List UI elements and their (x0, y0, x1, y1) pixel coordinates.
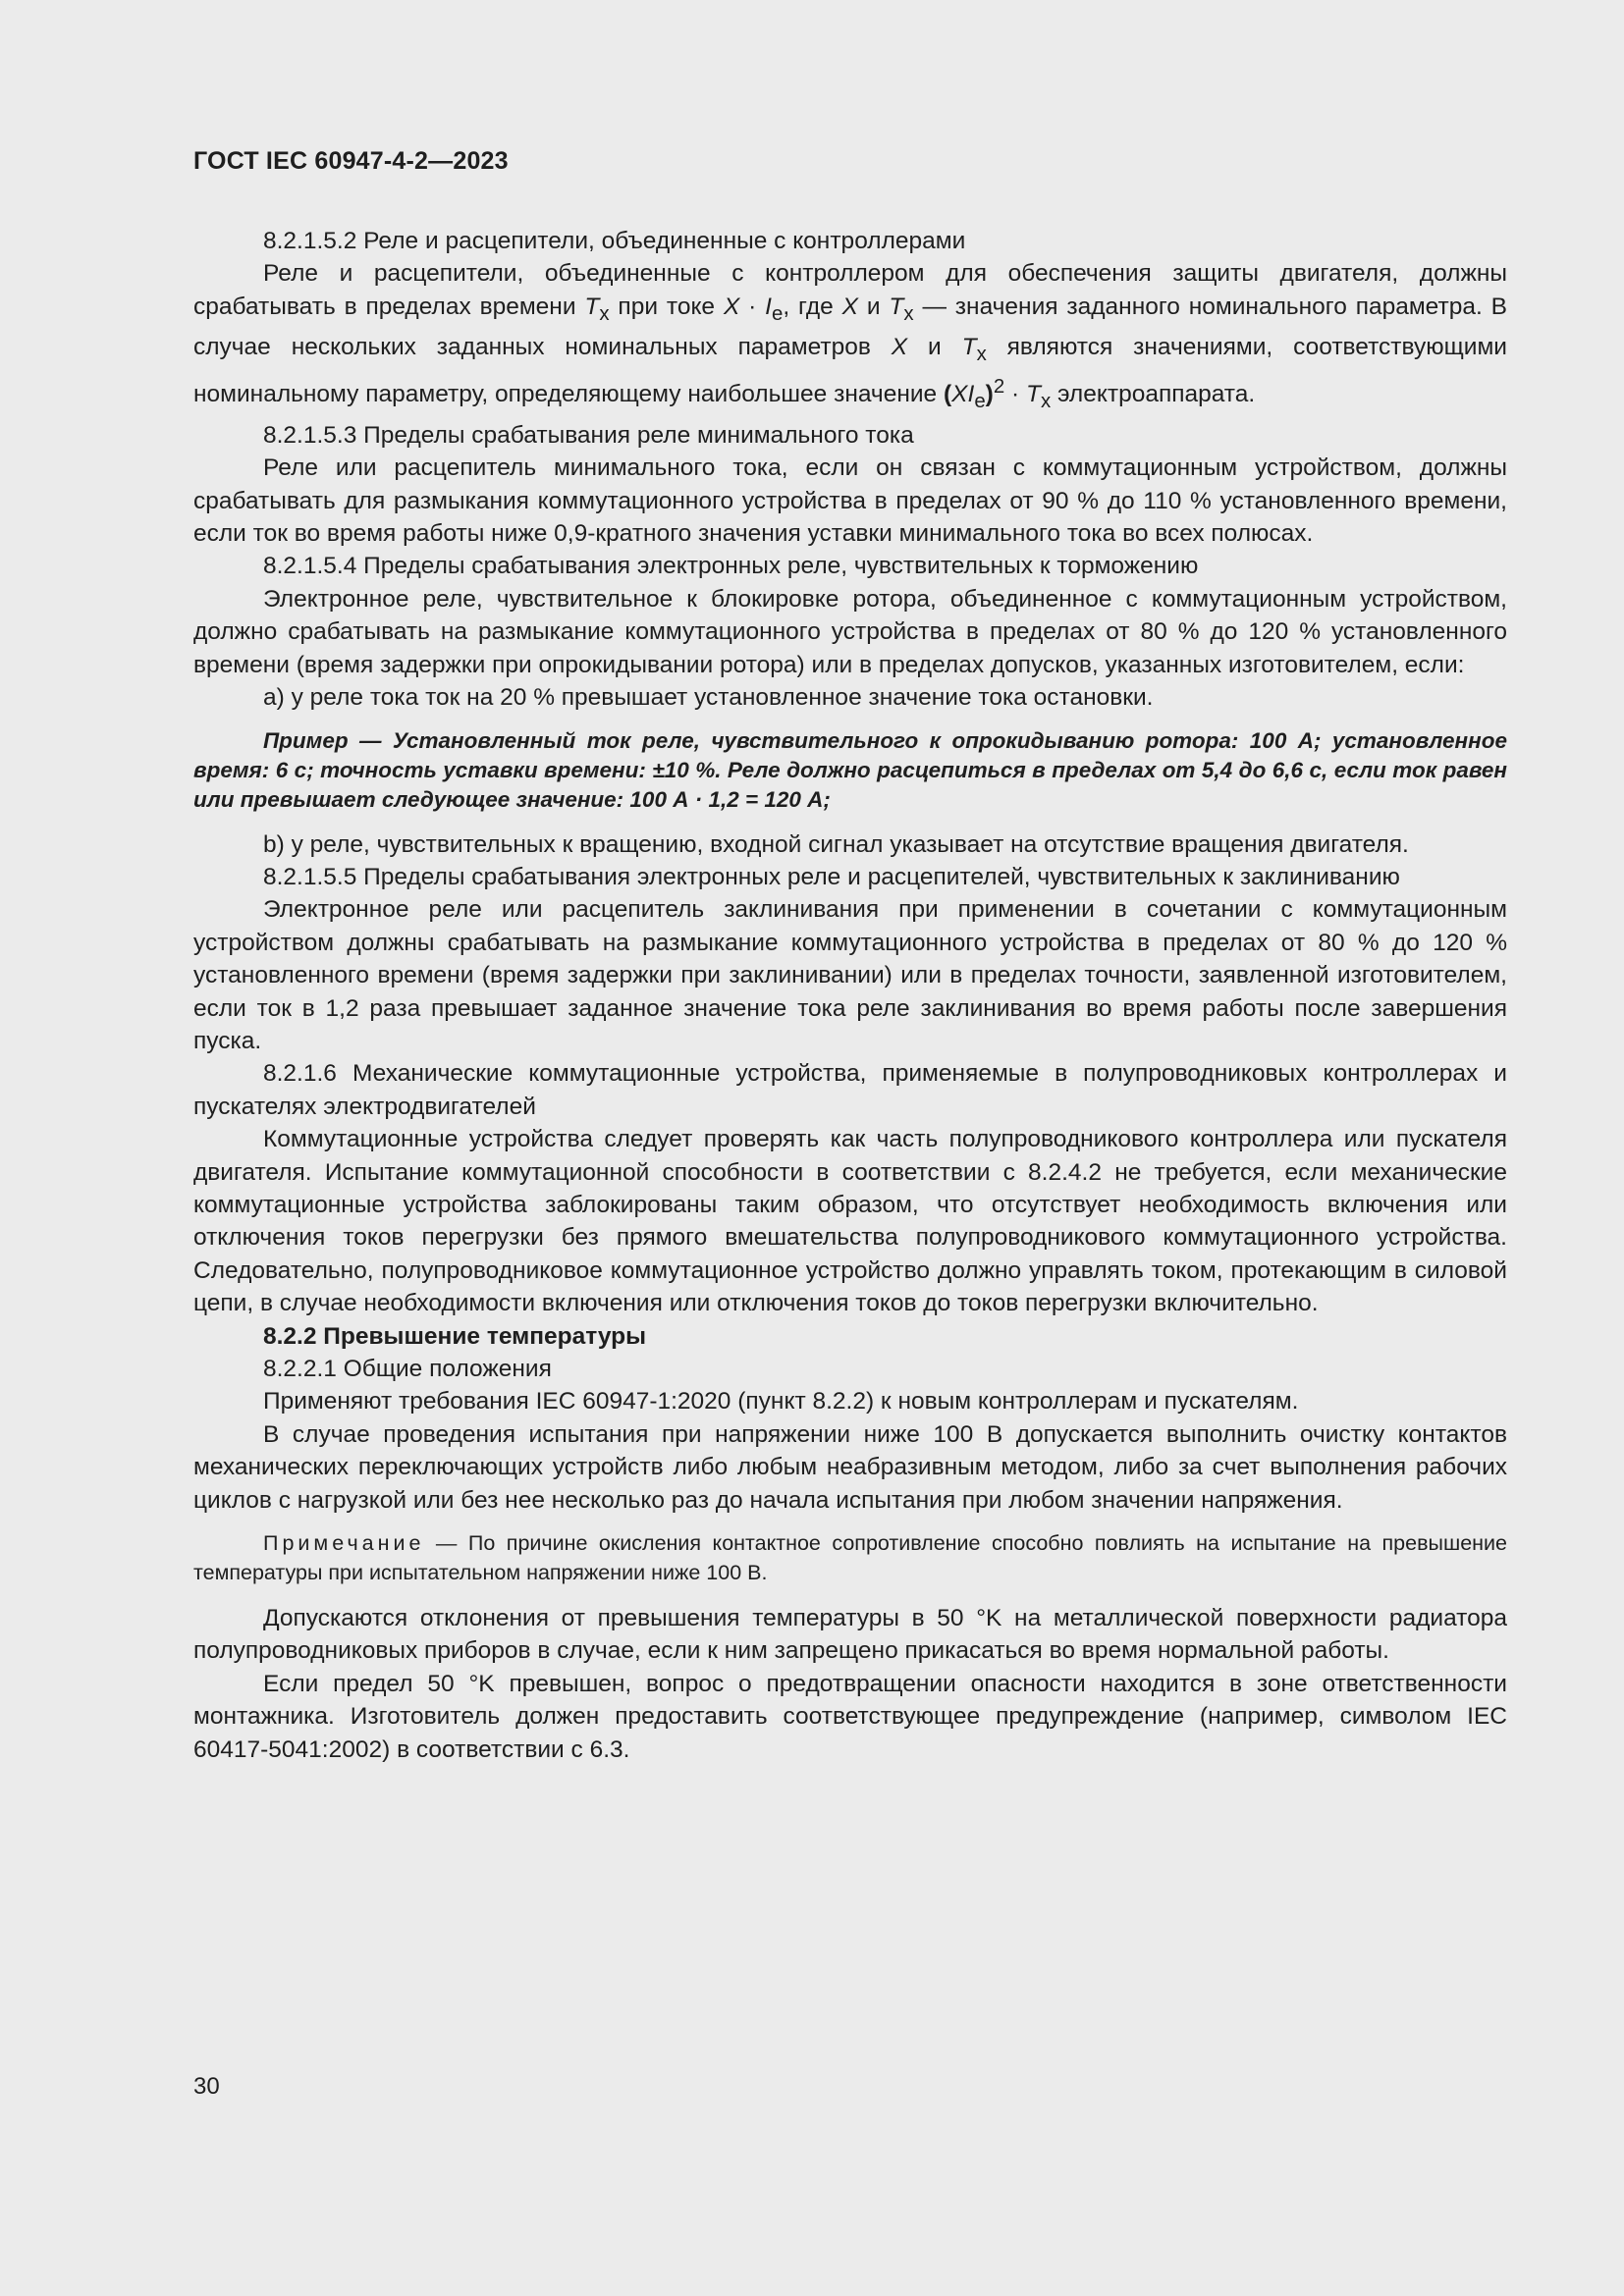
paragraph-stall-relays: Электронное реле, чувствительное к блокировке ротора, объединенное с коммутационным устройством, должно срабатывать на размыкание коммутационного устройства в пределах от 80 % до 120 % установленного времени (время задержки при опрокидывании ротора) или в пределах допусков, указанных изготовителем, если: (193, 585, 1507, 678)
paragraph-switching-devices: Коммутационные устройства следует проверять как часть полупроводникового контроллера или пускателя двигателя. Испытание коммутационной способности в соответствии с 8.2.4.2 не требуется, если механические коммутационные устройства заблокированы таким образом, что отсутствует необходимость включения или отключения токов перегрузки без прямого вмешательства полупроводникового коммутационного устройства. Следовательно, полупроводниковое коммутационное устройство должно управлять током, протекающим в силовой цепи, в случае необходимости включения или отключения токов до токов перегрузки включительно. (193, 1126, 1507, 1317)
section-heading-8-2-2: 8.2.2 Превышение температуры (263, 1322, 647, 1350)
paragraph-low-voltage-test: В случае проведения испытания при напряжении ниже 100 В допускается выполнить очистку контактов механических переключающих устройств либо любым неабразивным методом, либо за счет выполнения рабочих циклов с нагрузкой или без нее несколько раз до начала испытания при любом значении напряжения. (193, 1420, 1507, 1514)
document-header: ГОСТ IEC 60947-4-2—2023 (193, 147, 509, 175)
paragraph-undercurrent-relays: Реле или расцепитель минимального тока, если он связан с коммутационным устройством, должны срабатывать для размыкания коммутационного устройства в пределах от 90 % до 110 % установленного времени, если ток во время работы ниже 0,9-кратного значения уставки минимального тока во всех полюсах. (193, 454, 1507, 548)
section-heading-8-2-1-5-3: 8.2.1.5.3 Пределы срабатывания реле минимального тока (263, 421, 914, 449)
section-heading-8-2-1-5-5: 8.2.1.5.5 Пределы срабатывания электронных реле и расцепителей, чувствительных к заклиниванию (263, 863, 1400, 890)
section-heading-8-2-1-5-4: 8.2.1.5.4 Пределы срабатывания электронных реле, чувствительных к торможению (263, 553, 1199, 580)
paragraph-controller-relays: Реле и расцепители, объединенные с контроллером для обеспечения защиты двигателя, должны срабатывать в пределах времени $T_x$ при токе $X \cdot I_e$, где X и $T_x$ — значения заданного номинального параметра. В случае нескольких заданных номинальных параметров X и $T_x$ являются значениями, соответствующими номинальному параметру, определяющему наибольшее значение $(XI_e)^2 \cdot T_x$ электроаппарата. (193, 260, 1507, 413)
list-item-b: b) у реле, чувствительных к вращению, входной сигнал указывает на отсутствие вращения двигателя. (263, 830, 1409, 858)
example-block: Пример — Установленный ток реле, чувствительного к опрокидыванию ротора: 100 А; установленное время: 6 с; точность уставки времени: ±10 %. Реле должно расцепиться в пределах от 5,4 до 6,6 с, если ток равен или превышает следующее значение: 100 А · 1,2 = 120 А; (193, 727, 1507, 812)
note-text: — По причине окисления контактное сопротивление способно повлиять на испытание на превышение температуры при испытательном напряжении ниже 100 В. (193, 1531, 1507, 1585)
document-body (193, 225, 1507, 1766)
page-number: 30 (193, 2073, 220, 2100)
paragraph-requirements: Применяют требования IEC 60947-1:2020 (пункт 8.2.2) к новым контроллерам и пускателям. (263, 1388, 1299, 1415)
section-heading-8-2-2-1: 8.2.2.1 Общие положения (263, 1356, 552, 1383)
section-heading-8-2-1-6: 8.2.1.6 Механические коммутационные устройства, применяемые в полупроводниковых контроллерах и пускателях электродвигателей (193, 1060, 1507, 1120)
paragraph-jam-relays: Электронное реле или расцепитель заклинивания при применении в сочетании с коммутационным устройством должны срабатывать на размыкание коммутационного устройства в пределах от 80 % до 120 % установленного времени (время задержки при заклинивании) или в пределах точности, заявленной изготовителем, если ток в 1,2 раза превышает заданное значение тока реле заклинивания во время работы после завершения пуска. (193, 896, 1507, 1054)
paragraph-temperature-deviation: Допускаются отклонения от превышения температуры в 50 °K на металлической поверхности радиатора полупроводниковых приборов в случае, если к ним запрещено прикасаться во время нормальной работы. (193, 1605, 1507, 1665)
paragraph-installer-responsibility: Если предел 50 °K превышен, вопрос о предотвращении опасности находится в зоне ответственности монтажника. Изготовитель должен предоставить соответствующее предупреждение (например, символом IEC 60417-5041:2002) в соответствии с 6.3. (193, 1670, 1507, 1763)
section-heading-8-2-1-5-2: 8.2.1.5.2 Реле и расцепители, объединенные с контроллерами (263, 228, 966, 254)
list-item-a: a) у реле тока ток на 20 % превышает установленное значение тока остановки. (263, 684, 1154, 712)
note-label: Примечание (263, 1531, 425, 1556)
note-block (193, 1528, 1507, 1587)
